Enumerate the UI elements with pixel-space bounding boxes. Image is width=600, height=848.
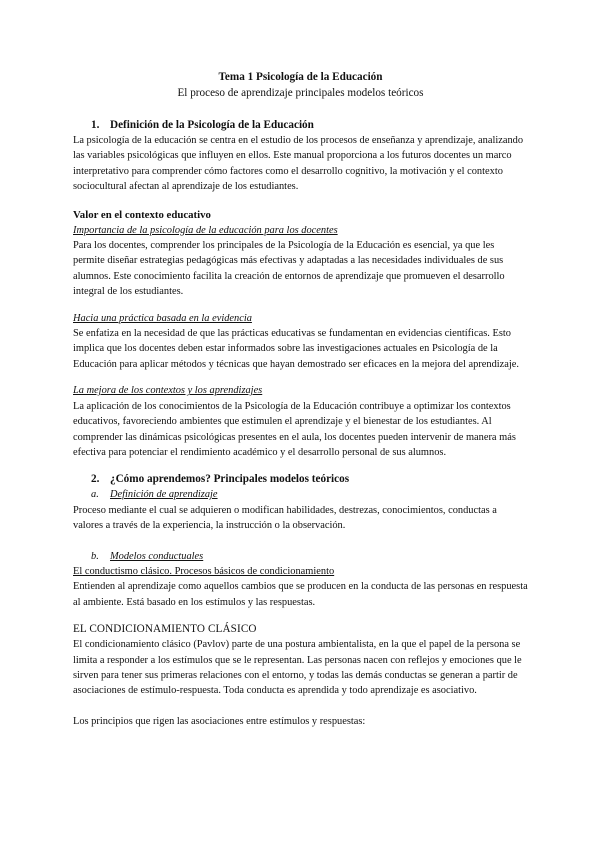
section-2-number: 2.	[91, 473, 100, 486]
clasico-paragraph: El condicionamiento clásico (Pavlov) parte de una postura ambientalista, en la que el papel de la persona se limita a responder a los estímulos que se le representan. Las personas nacen con reflejos y emociones que le sirven para tener sus primeras relaciones con el entorno, y todas las demás conductas se generan a partir de asociaciones de estímulo-respuesta. Toda conducta es aprendida y todo aprendizaje es asociativo.	[73, 639, 522, 697]
clasico-closing: Los principios que rigen las asociaciones entre estímulos y respuestas:	[73, 715, 366, 727]
valor-sub3-title: La mejora de los contextos y los aprendizajes	[73, 385, 263, 397]
section-1-heading-text: Definición de la Psicología de la Educación	[110, 119, 314, 131]
section-2b-title: Modelos conductuales	[110, 550, 204, 562]
section-2b-heading	[73, 549, 528, 564]
section-2b-text: Entienden al aprendizaje como aquellos cambios que se producen en la conducta de las personas en respuesta al ambiente. Está basado en los estímulos y las respuestas.	[73, 581, 528, 608]
section-2-heading	[73, 472, 528, 487]
valor-sub1-text: Para los docentes, comprender los principales de la Psicología de la Educación es esencial, ya que les permite diseñar estrategias pedagógicas más efectivas y adaptadas a las necesidades individuales de sus alumnos. Este conocimiento facilita la creación de entornos de aprendizaje que promueven el desarrollo integral de los estudiantes.	[73, 240, 505, 298]
section-2a-heading	[73, 487, 528, 502]
section-1-paragraph: La psicología de la educación se centra en el estudio de los procesos de enseñanza y aprendizaje, analizando las variables psicológicas que influyen en ellos. Este manual proporciona a los futuros docentes un marco interpretativo para comprender cómo factores como el desarrollo cognitivo, la motivación y el contexto sociocultural afectan al aprendizaje de los estudiantes.	[73, 135, 524, 193]
document-subtitle: El proceso de aprendizaje principales modelos teóricos	[177, 87, 424, 99]
section-2b-underline: El conductismo clásico. Procesos básicos de condicionamiento	[73, 565, 335, 577]
valor-sub3-text: La aplicación de los conocimientos de la Psicología de la Educación contribuye a optimizar los contextos educativos, favoreciendo ambientes que estimulen el aprendizaje y el bienestar de los estudiantes. Al comprender las dinámicas psicológicas presentes en el aula, los docentes pueden intervenir de manera más efectiva para potenciar el rendimiento académico y el desarrollo personal de sus alumnos.	[73, 400, 516, 458]
section-2a-title: Definición de aprendizaje	[110, 489, 218, 501]
valor-sub2-title: Hacia una práctica basada en la evidencia	[73, 312, 252, 324]
valor-sub2-text: Se enfatiza en la necesidad de que las prácticas educativas se fundamentan en evidencias científicas. Esto implica que los docentes deben estar informados sobre las investigaciones actuales en Psicología de la Educación para aplicar métodos y técnicas que hayan demostrado ser eficaces en la mejora del aprendizaje.	[73, 328, 520, 370]
section-2a-text: Proceso mediante el cual se adquieren o modifican habilidades, destrezas, conocimientos, conductas a valores a través de la experiencia, la instrucción o la observación.	[73, 504, 497, 532]
clasico-heading: EL CONDICIONAMIENTO CLÁSICO	[73, 623, 257, 636]
section-2a-letter: a.	[91, 489, 99, 501]
valor-sub1-title: Importancia de la psicología de la educación para los docentes	[73, 224, 338, 236]
section-1-heading	[73, 118, 528, 133]
document-title: Tema 1 Psicología de la Educación	[218, 71, 383, 83]
section-2b-letter: b.	[91, 550, 99, 562]
section-1-number: 1.	[91, 119, 100, 131]
valor-heading: Valor en el contexto educativo	[73, 208, 211, 221]
section-2-heading-text: ¿Cómo aprendemos? Principales modelos teóricos	[110, 473, 350, 486]
